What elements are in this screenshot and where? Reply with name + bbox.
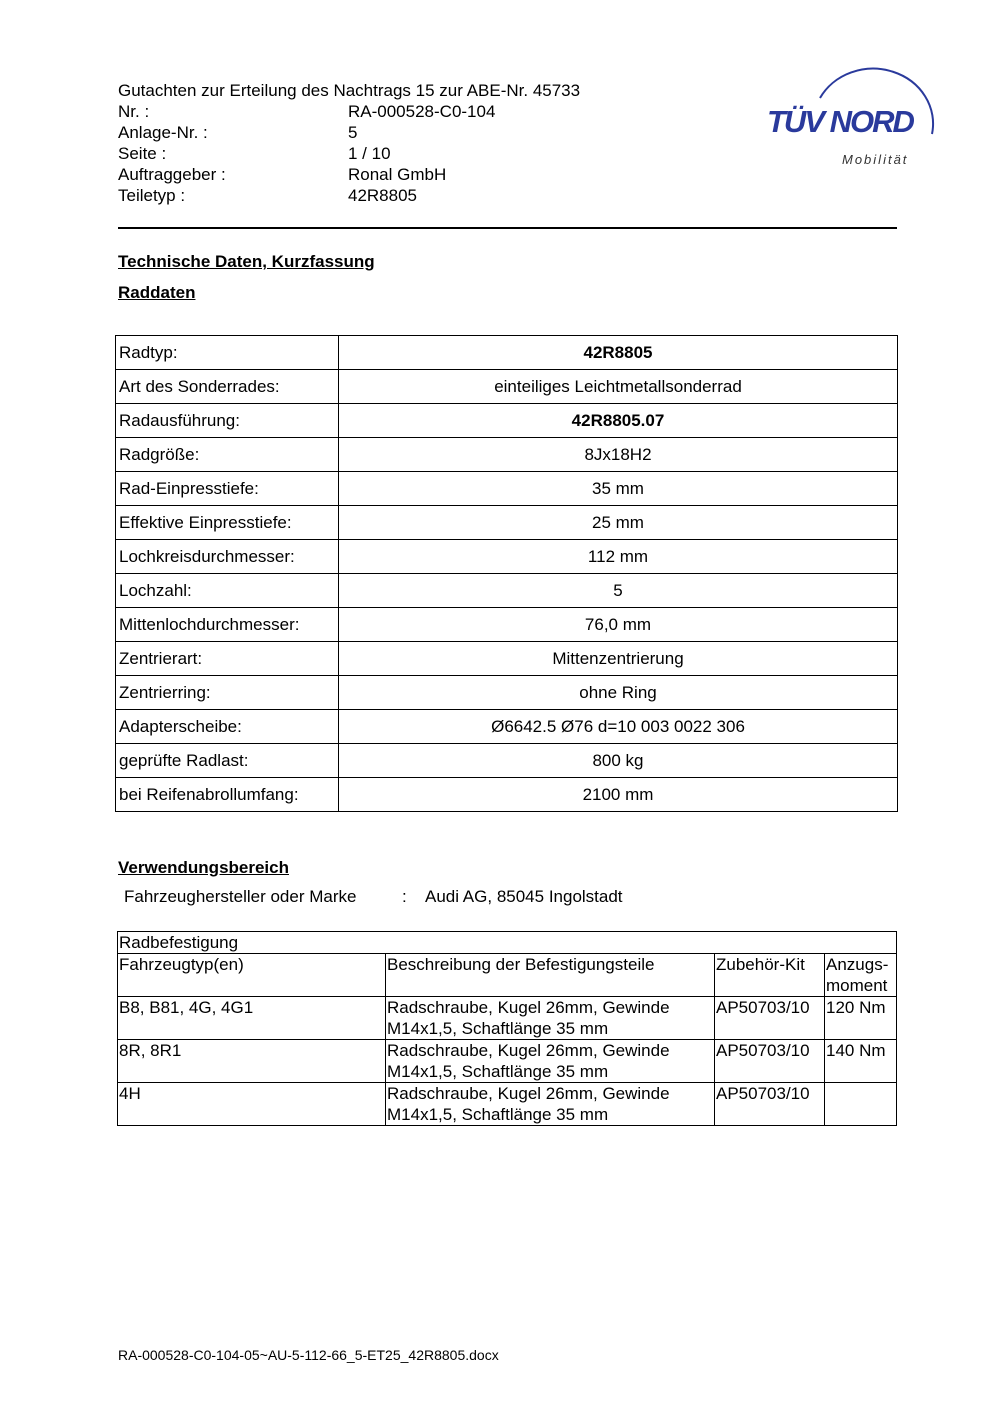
wheel-data-row (116, 336, 898, 370)
wheel-data-label: Zentrierart: (116, 642, 339, 676)
wheel-data-value: 35 mm (339, 472, 898, 506)
header-row (118, 143, 580, 164)
wheel-data-label: bei Reifenabrollumfang: (116, 778, 339, 812)
header-row (118, 122, 580, 143)
header-label: Auftraggeber : (118, 165, 226, 184)
column-header: Fahrzeugtyp(en) (118, 954, 386, 997)
wheel-data-table (115, 335, 898, 812)
torque-cell: 140 Nm (825, 1040, 897, 1083)
wheel-data-row (116, 370, 898, 404)
wheel-data-row (116, 404, 898, 438)
section-heading-tech: Technische Daten, Kurzfassung (118, 252, 375, 271)
document-title: Gutachten zur Erteilung des Nachtrags 15 zur ABE-Nr. 45733 (118, 81, 581, 100)
fastener-description-cell: Radschraube, Kugel 26mm, Gewinde M14x1,5, Schaftlänge 35 mm (386, 1083, 715, 1126)
header-label: Anlage-Nr. : (118, 123, 208, 142)
fastener-description-cell: Radschraube, Kugel 26mm, Gewinde M14x1,5, Schaftlänge 35 mm (386, 1040, 715, 1083)
header-value: 5 (348, 123, 358, 142)
header-value: RA-000528-C0-104 (348, 102, 496, 121)
header-value: 1 / 10 (348, 144, 391, 163)
header-divider (118, 227, 897, 229)
wheel-data-value: 800 kg (339, 744, 898, 778)
wheel-data-label: Zentrierring: (116, 676, 339, 710)
footer-filename: RA-000528-C0-104-05~AU-5-112-66_5-ET25_42R8805.docx (118, 1347, 499, 1363)
logo-subtitle: Mobilität (842, 152, 909, 167)
header-row (118, 164, 580, 185)
wheel-data-value: ohne Ring (339, 676, 898, 710)
wheel-data-row (116, 710, 898, 744)
wheel-data-value: Ø6642.5 Ø76 d=10 003 0022 306 (339, 710, 898, 744)
mounting-title-row (118, 932, 897, 954)
wheel-data-label: Rad-Einpresstiefe: (116, 472, 339, 506)
wheel-data-label: Adapterscheibe: (116, 710, 339, 744)
wheel-data-label: Lochkreisdurchmesser: (116, 540, 339, 574)
wheel-data-value: 112 mm (339, 540, 898, 574)
header-label: Teiletyp : (118, 186, 186, 205)
header-value: 42R8805 (348, 186, 418, 205)
wheel-data-value: einteiliges Leichtmetallsonderrad (339, 370, 898, 404)
wheel-data-row (116, 608, 898, 642)
wheel-data-value: 5 (339, 574, 898, 608)
wheel-data-row (116, 506, 898, 540)
column-header: Zubehör-Kit (715, 954, 825, 997)
wheel-data-label: geprüfte Radlast: (116, 744, 339, 778)
torque-cell: 120 Nm (825, 997, 897, 1040)
wheel-data-row (116, 642, 898, 676)
tuv-nord-logo (760, 58, 945, 173)
header-row (118, 185, 580, 206)
header-row (118, 101, 580, 122)
document-header (118, 80, 580, 206)
section-heading-usage: Verwendungsbereich (118, 858, 289, 877)
manufacturer-value: Audi AG, 85045 Ingolstadt (425, 887, 623, 906)
mounting-header-row (118, 954, 897, 997)
column-header: Anzugs- moment (825, 954, 897, 997)
wheel-data-label: Art des Sonderrades: (116, 370, 339, 404)
wheel-data-label: Mittenlochdurchmesser: (116, 608, 339, 642)
mounting-row (118, 997, 897, 1040)
logo-brand: TÜV NORD (767, 104, 913, 139)
accessory-kit-cell: AP50703/10 (715, 997, 825, 1040)
mounting-row (118, 1040, 897, 1083)
header-value: Ronal GmbH (348, 165, 447, 184)
wheel-data-label: Lochzahl: (116, 574, 339, 608)
mounting-table (117, 931, 897, 1126)
mounting-row (118, 1083, 897, 1126)
wheel-data-label: Radtyp: (116, 336, 339, 370)
accessory-kit-cell: AP50703/10 (715, 1040, 825, 1083)
wheel-data-label: Radausführung: (116, 404, 339, 438)
wheel-data-row (116, 676, 898, 710)
accessory-kit-cell: AP50703/10 (715, 1083, 825, 1126)
wheel-data-value: Mittenzentrierung (339, 642, 898, 676)
wheel-data-value: 25 mm (339, 506, 898, 540)
wheel-data-label: Effektive Einpresstiefe: (116, 506, 339, 540)
vehicle-types-cell: 8R, 8R1 (118, 1040, 386, 1083)
fastener-description-cell: Radschraube, Kugel 26mm, Gewinde M14x1,5, Schaftlänge 35 mm (386, 997, 715, 1040)
header-label: Nr. : (118, 102, 150, 121)
manufacturer-label: Fahrzeughersteller oder Marke (124, 887, 357, 906)
wheel-data-value: 76,0 mm (339, 608, 898, 642)
wheel-data-row (116, 744, 898, 778)
wheel-data-row (116, 472, 898, 506)
header-label: Seite : (118, 144, 167, 163)
wheel-data-row (116, 574, 898, 608)
wheel-data-value: 42R8805.07 (339, 404, 898, 438)
wheel-data-row (116, 778, 898, 812)
wheel-data-value: 42R8805 (339, 336, 898, 370)
wheel-data-value: 2100 mm (339, 778, 898, 812)
manufacturer-separator: : (402, 887, 407, 906)
wheel-data-row (116, 438, 898, 472)
wheel-data-value: 8Jx18H2 (339, 438, 898, 472)
wheel-data-label: Radgröße: (116, 438, 339, 472)
mounting-title: Radbefestigung (118, 932, 897, 954)
vehicle-types-cell: B8, B81, 4G, 4G1 (118, 997, 386, 1040)
torque-cell (825, 1083, 897, 1126)
section-heading-wheel: Raddaten (118, 283, 196, 302)
vehicle-types-cell: 4H (118, 1083, 386, 1126)
wheel-data-row (116, 540, 898, 574)
column-header: Beschreibung der Befestigungsteile (386, 954, 715, 997)
